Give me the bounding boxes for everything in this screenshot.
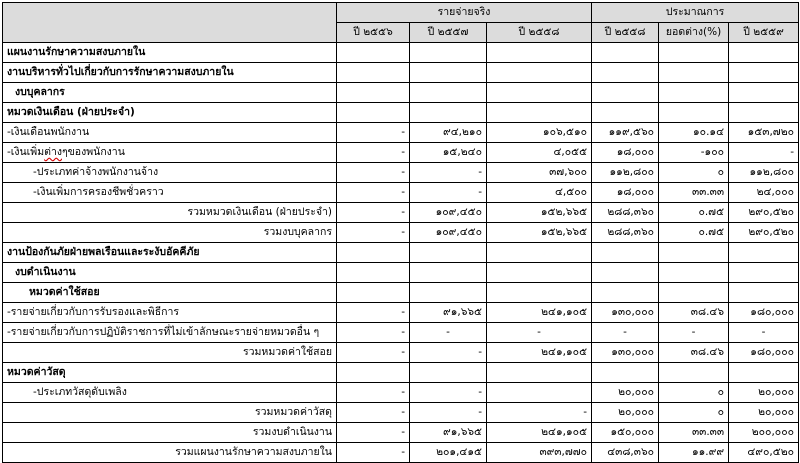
header-actual-group: รายจ่ายจริง: [337, 3, 592, 23]
cell-2556: -: [337, 223, 410, 243]
empty-cell: [659, 243, 729, 263]
row-label: งบดำเนินงาน: [3, 263, 337, 283]
grand-total-row: [3, 443, 799, 463]
empty-cell: [729, 103, 799, 123]
empty-cell: [729, 263, 799, 283]
empty-cell: [592, 63, 659, 83]
cell-2558-estimate: ๒๘๘,๓๖๐: [592, 223, 659, 243]
empty-cell: [729, 243, 799, 263]
row-label: รวมหมวดค่าวัสดุ: [3, 403, 337, 423]
cell-2558-estimate: ๑๘,๐๐๐: [592, 143, 659, 163]
cell-2556: -: [337, 183, 410, 203]
empty-cell: [487, 83, 592, 103]
cell-2556: -: [337, 323, 410, 343]
subtotal-row: [3, 423, 799, 443]
section-row: [3, 63, 799, 83]
cell-2559: -: [729, 143, 799, 163]
empty-cell: [729, 283, 799, 303]
empty-cell: [410, 83, 487, 103]
header-col-2556: ปี ๒๕๕๖: [337, 23, 410, 43]
header-estimate-group: ประมาณการ: [592, 3, 799, 23]
row-label: -ประเภทค่าจ้างพนักงานจ้าง: [3, 163, 337, 183]
empty-cell: [410, 103, 487, 123]
cell-2558-estimate: ๑๑๒,๘๐๐: [592, 163, 659, 183]
cell-2559: ๒๙๐,๕๒๐: [729, 223, 799, 243]
cell-diff: ๑๑.๙๙: [659, 443, 729, 463]
cell-2558-actual: ๒๔๑,๑๐๕: [487, 423, 592, 443]
empty-cell: [337, 63, 410, 83]
empty-cell: [729, 83, 799, 103]
cell-diff: ๐.๗๕: [659, 223, 729, 243]
cell-diff: ๐: [659, 163, 729, 183]
cell-2559: ๑๑๒,๘๐๐: [729, 163, 799, 183]
empty-cell: [337, 243, 410, 263]
cell-2556: -: [337, 443, 410, 463]
cell-2556: -: [337, 423, 410, 443]
empty-cell: [592, 83, 659, 103]
empty-cell: [410, 263, 487, 283]
cell-2559: -: [729, 323, 799, 343]
cell-2557: -: [410, 183, 487, 203]
empty-cell: [410, 43, 487, 63]
empty-cell: [410, 243, 487, 263]
cell-2559: ๒๐,๐๐๐: [729, 403, 799, 423]
cell-2559: ๒๐๐,๐๐๐: [729, 423, 799, 443]
row-label: รวมหมวดค่าใช้สอย: [3, 343, 337, 363]
cell-2558-actual: ๓๗,๖๐๐: [487, 163, 592, 183]
empty-cell: [337, 263, 410, 283]
cell-2558-estimate: ๒๐,๐๐๐: [592, 383, 659, 403]
empty-cell: [592, 103, 659, 123]
cell-2558-actual: -: [487, 403, 592, 423]
cell-2556: -: [337, 203, 410, 223]
cell-2559: ๑๘๐,๐๐๐: [729, 343, 799, 363]
cell-2559: ๒๐,๐๐๐: [729, 383, 799, 403]
cell-2558-estimate: ๑๓๐,๐๐๐: [592, 303, 659, 323]
row-label-part: ๆของพนักงาน: [61, 146, 125, 158]
cell-diff: -๑๐๐: [659, 143, 729, 163]
subtotal-row: [3, 223, 799, 243]
empty-cell: [659, 363, 729, 383]
empty-cell: [729, 363, 799, 383]
section-row: [3, 363, 799, 383]
cell-2558-actual: [487, 383, 592, 403]
cell-diff: ๓๘.๔๖: [659, 303, 729, 323]
cell-2556: -: [337, 163, 410, 183]
cell-2558-estimate: ๑๓๐,๐๐๐: [592, 343, 659, 363]
cell-2559: ๒๔,๐๐๐: [729, 183, 799, 203]
empty-cell: [659, 43, 729, 63]
header-row-groups: [3, 3, 799, 23]
cell-diff: ๓๓.๓๓: [659, 423, 729, 443]
empty-cell: [410, 283, 487, 303]
section-row: [3, 243, 799, 263]
row-label: -เงินเดือนพนักงาน: [3, 123, 337, 143]
empty-cell: [410, 363, 487, 383]
empty-cell: [592, 243, 659, 263]
cell-diff: ๑๐.๑๔: [659, 123, 729, 143]
header-col-2558-actual: ปี ๒๕๕๘: [487, 23, 592, 43]
cell-2558-actual: ๑๐๖,๕๑๐: [487, 123, 592, 143]
cell-2558-estimate: -: [592, 323, 659, 343]
cell-2558-actual: ๔,๐๕๕: [487, 143, 592, 163]
header-col-2559: ปี ๒๕๕๙: [729, 23, 799, 43]
empty-cell: [337, 283, 410, 303]
cell-2557: -: [410, 163, 487, 183]
empty-cell: [487, 363, 592, 383]
row-label: รวมงบบุคลากร: [3, 223, 337, 243]
empty-cell: [410, 63, 487, 83]
cell-2557: -: [410, 383, 487, 403]
cell-2557: ๙๑,๖๖๕: [410, 303, 487, 323]
row-label: หมวดค่าวัสดุ: [3, 363, 337, 383]
cell-2558-actual: -: [487, 323, 592, 343]
cell-2559: ๑๘๐,๐๐๐: [729, 303, 799, 323]
empty-cell: [487, 243, 592, 263]
empty-cell: [487, 63, 592, 83]
row-label: -เงินเพิ่มการครองชีพชั่วคราว: [3, 183, 337, 203]
budget-table: [2, 2, 799, 463]
cell-2557: ๑๕,๒๔๐: [410, 143, 487, 163]
section-row: [3, 43, 799, 63]
empty-cell: [659, 103, 729, 123]
empty-cell: [729, 63, 799, 83]
cell-2558-actual: ๑๕๒,๖๖๕: [487, 203, 592, 223]
row-label-part: -เงินเพิ่ม: [7, 146, 45, 158]
data-row: [3, 303, 799, 323]
row-label: แผนงานรักษาความสงบภายใน: [3, 43, 337, 63]
row-label: รวมงบดำเนินงาน: [3, 423, 337, 443]
cell-2556: -: [337, 343, 410, 363]
row-label: -รายจ่ายเกี่ยวกับการรับรองและพิธีการ: [3, 303, 337, 323]
empty-cell: [659, 283, 729, 303]
empty-cell: [487, 43, 592, 63]
header-col-2558-estimate: ปี ๒๕๕๘: [592, 23, 659, 43]
cell-2556: -: [337, 383, 410, 403]
cell-2557: ๑๐๙,๔๕๐: [410, 223, 487, 243]
subtotal-row: [3, 203, 799, 223]
cell-2558-estimate: ๑๘,๐๐๐: [592, 183, 659, 203]
empty-cell: [659, 83, 729, 103]
empty-cell: [592, 363, 659, 383]
subtotal-row: [3, 343, 799, 363]
cell-2557: -: [410, 343, 487, 363]
row-label: หมวดค่าใช้สอย: [3, 283, 337, 303]
cell-diff: ๐: [659, 383, 729, 403]
empty-cell: [337, 363, 410, 383]
empty-cell: [592, 43, 659, 63]
cell-2556: -: [337, 143, 410, 163]
cell-2558-actual: ๓๙๓,๗๗๐: [487, 443, 592, 463]
cell-2557: -: [410, 403, 487, 423]
section-row: [3, 283, 799, 303]
row-label: งบบุคลากร: [3, 83, 337, 103]
cell-2559: ๔๙๐,๕๒๐: [729, 443, 799, 463]
data-row: [3, 143, 799, 163]
section-row: [3, 103, 799, 123]
row-label: งานบริหารทั่วไปเกี่ยวกับการรักษาความสงบภายใน: [3, 63, 337, 83]
cell-2558-actual: ๔,๕๐๐: [487, 183, 592, 203]
empty-cell: [592, 283, 659, 303]
empty-cell: [487, 263, 592, 283]
cell-2558-actual: ๒๔๑,๑๐๕: [487, 303, 592, 323]
data-row: [3, 183, 799, 203]
section-row: [3, 83, 799, 103]
row-label: หมวดเงินเดือน (ฝ่ายประจำ): [3, 103, 337, 123]
empty-cell: [337, 43, 410, 63]
cell-2556: -: [337, 303, 410, 323]
cell-2558-estimate: ๑๕๐,๐๐๐: [592, 423, 659, 443]
section-row: [3, 263, 799, 283]
empty-cell: [487, 103, 592, 123]
header-col-2557: ปี ๒๕๕๗: [410, 23, 487, 43]
cell-2558-estimate: ๒๘๘,๓๖๐: [592, 203, 659, 223]
cell-2558-actual: ๑๕๒,๖๖๕: [487, 223, 592, 243]
empty-cell: [659, 63, 729, 83]
empty-cell: [659, 263, 729, 283]
cell-2557: ๑๐๙,๔๕๐: [410, 203, 487, 223]
data-row: [3, 383, 799, 403]
empty-cell: [487, 283, 592, 303]
cell-2556: -: [337, 403, 410, 423]
row-label: งานป้องกันภัยฝ่ายพลเรือนและระงับอัคคีภัย: [3, 243, 337, 263]
cell-2558-estimate: ๒๐,๐๐๐: [592, 403, 659, 423]
header-col-diff: ยอดต่าง(%): [659, 23, 729, 43]
cell-diff: ๓๓.๓๓: [659, 183, 729, 203]
empty-cell: [337, 83, 410, 103]
cell-diff: -: [659, 323, 729, 343]
row-label: -ประเภทวัสดุดับเพลิง: [3, 383, 337, 403]
data-row: [3, 323, 799, 343]
cell-diff: ๐: [659, 403, 729, 423]
cell-2557: ๙๑,๖๖๕: [410, 423, 487, 443]
empty-cell: [337, 103, 410, 123]
cell-diff: ๓๘.๔๖: [659, 343, 729, 363]
header-corner-cell: [3, 3, 337, 43]
row-label: [3, 143, 337, 163]
cell-2557: -: [410, 323, 487, 343]
cell-2557: ๙๔,๒๑๐: [410, 123, 487, 143]
row-label: รวมแผนงานรักษาความสงบภายใน: [3, 443, 337, 463]
cell-2559: ๒๙๐,๕๒๐: [729, 203, 799, 223]
cell-diff: ๐.๗๕: [659, 203, 729, 223]
row-label: รวมหมวดเงินเดือน (ฝ่ายประจำ): [3, 203, 337, 223]
cell-2558-actual: ๒๔๑,๑๐๕: [487, 343, 592, 363]
cell-2557: ๒๐๑,๔๑๕: [410, 443, 487, 463]
spellcheck-underlined-word: ต่าง: [44, 146, 62, 158]
subtotal-row: [3, 403, 799, 423]
cell-2558-estimate: ๑๑๙,๕๖๐: [592, 123, 659, 143]
empty-cell: [592, 263, 659, 283]
cell-2558-estimate: ๔๓๘,๓๖๐: [592, 443, 659, 463]
empty-cell: [729, 43, 799, 63]
cell-2556: -: [337, 123, 410, 143]
row-label: -รายจ่ายเกี่ยวกับการปฏิบัติราชการที่ไม่เข้าลักษณะรายจ่ายหมวดอื่น ๆ: [3, 323, 337, 343]
data-row: [3, 163, 799, 183]
data-row: [3, 123, 799, 143]
cell-2559: ๑๕๓,๗๒๐: [729, 123, 799, 143]
